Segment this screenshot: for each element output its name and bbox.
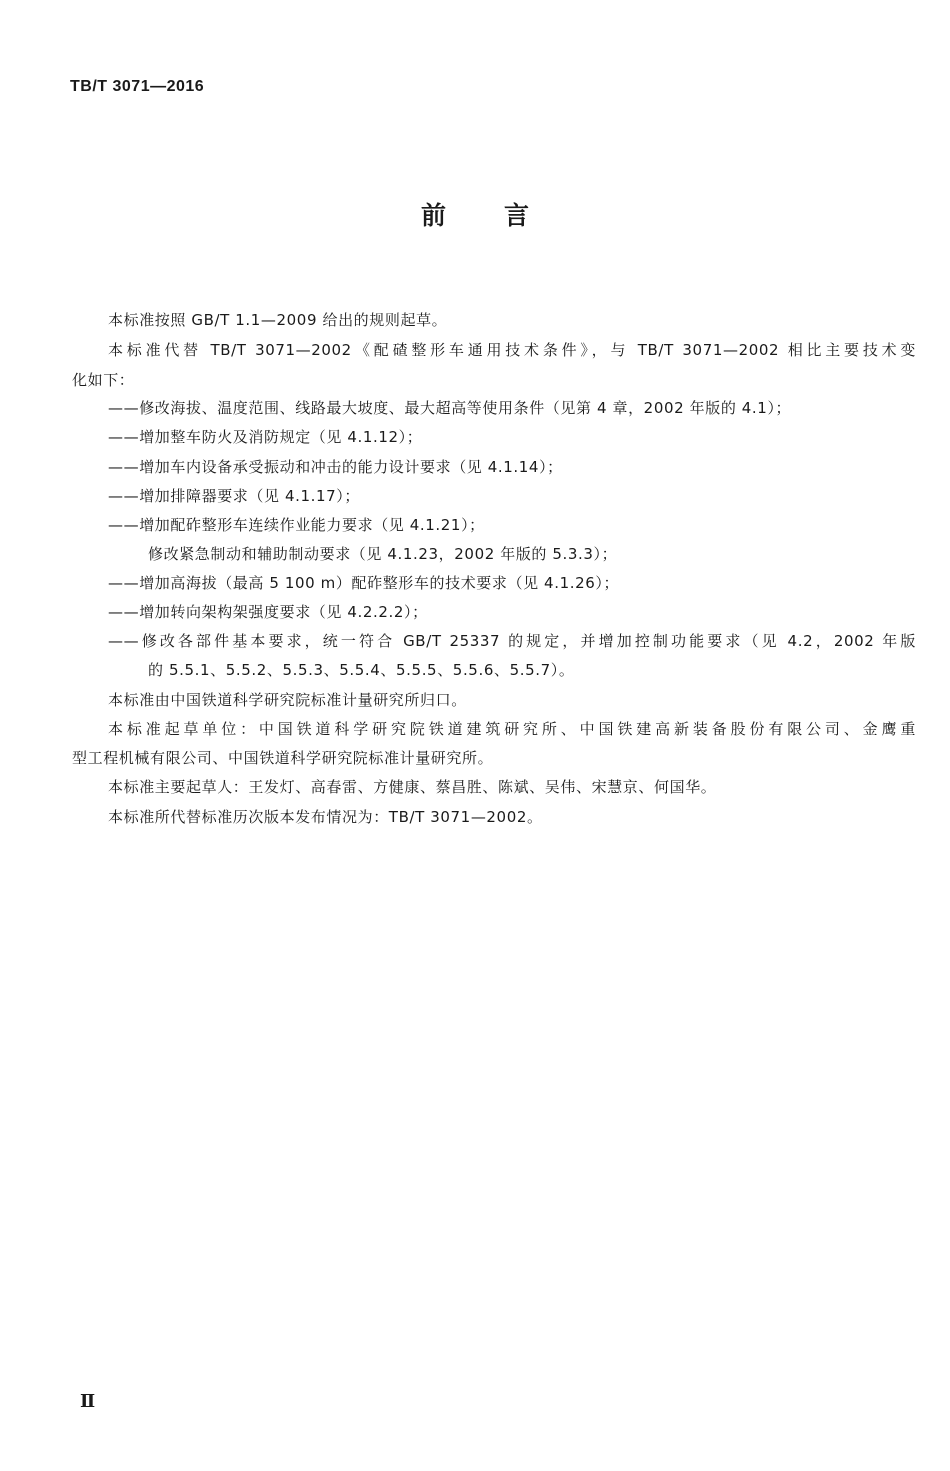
change-item: ——增加转向架构架强度要求（见 4.2.2.2）； — [108, 603, 428, 621]
paragraph-replacement-cont: 化如下： — [72, 371, 135, 389]
change-item: ——增加排障器要求（见 4.1.17）； — [108, 487, 360, 505]
change-item: ——增加高海拔（最高 5 100 m）配砟整形车的技术要求（见 4.1.26）； — [108, 574, 620, 592]
change-item: ——修改各部件基本要求，统一符合 GB/T 25337 的规定，并增加控制功能要求（见 4.2，2002 年版 — [108, 632, 916, 650]
change-item-cont: 的 5.5.1、5.5.2、5.5.3、5.5.4、5.5.5、5.5.6、5.5.7）。 — [148, 661, 575, 679]
paragraph-drafting-units: 本标准起草单位：中国铁道科学研究院铁道建筑研究所、中国铁建高新装备股份有限公司、金鹰重 — [108, 720, 916, 738]
change-item: ——增加整车防火及消防规定（见 4.1.12）； — [108, 428, 423, 446]
page-title: 前言 — [420, 201, 587, 230]
paragraph-drafters: 本标准主要起草人：王发灯、高春雷、方健康、蔡昌胜、陈斌、吴伟、宋慧京、何国华。 — [108, 778, 717, 796]
change-item: 修改紧急制动和辅助制动要求（见 4.1.23，2002 年版的 5.3.3）； — [148, 545, 618, 563]
standard-code: TB/T 3071—2016 — [70, 78, 205, 95]
change-item: ——修改海拔、温度范围、线路最大坡度、最大超高等使用条件（见第 4 章，2002 年版的 4.1）； — [108, 399, 792, 417]
paragraph-version-history: 本标准所代替标准历次版本发布情况为：TB/T 3071—2002。 — [108, 808, 543, 826]
paragraph-replacement: 本标准代替 TB/T 3071—2002《配碴整形车通用技术条件》，与 TB/T 3071—2002 相比主要技术变 — [108, 341, 916, 359]
paragraph-centralized-unit: 本标准由中国铁道科学研究院标准计量研究所归口。 — [108, 691, 467, 709]
page-number: Ⅱ — [80, 1391, 96, 1412]
paragraph-drafting-rules: 本标准按照 GB/T 1.1—2009 给出的规则起草。 — [108, 311, 448, 329]
paragraph-drafting-units-cont: 型工程机械有限公司、中国铁道科学研究院标准计量研究所。 — [72, 749, 494, 767]
change-item: ——增加配砟整形车连续作业能力要求（见 4.1.21）； — [108, 516, 485, 534]
change-item: ——增加车内设备承受振动和冲击的能力设计要求（见 4.1.14）； — [108, 458, 563, 476]
